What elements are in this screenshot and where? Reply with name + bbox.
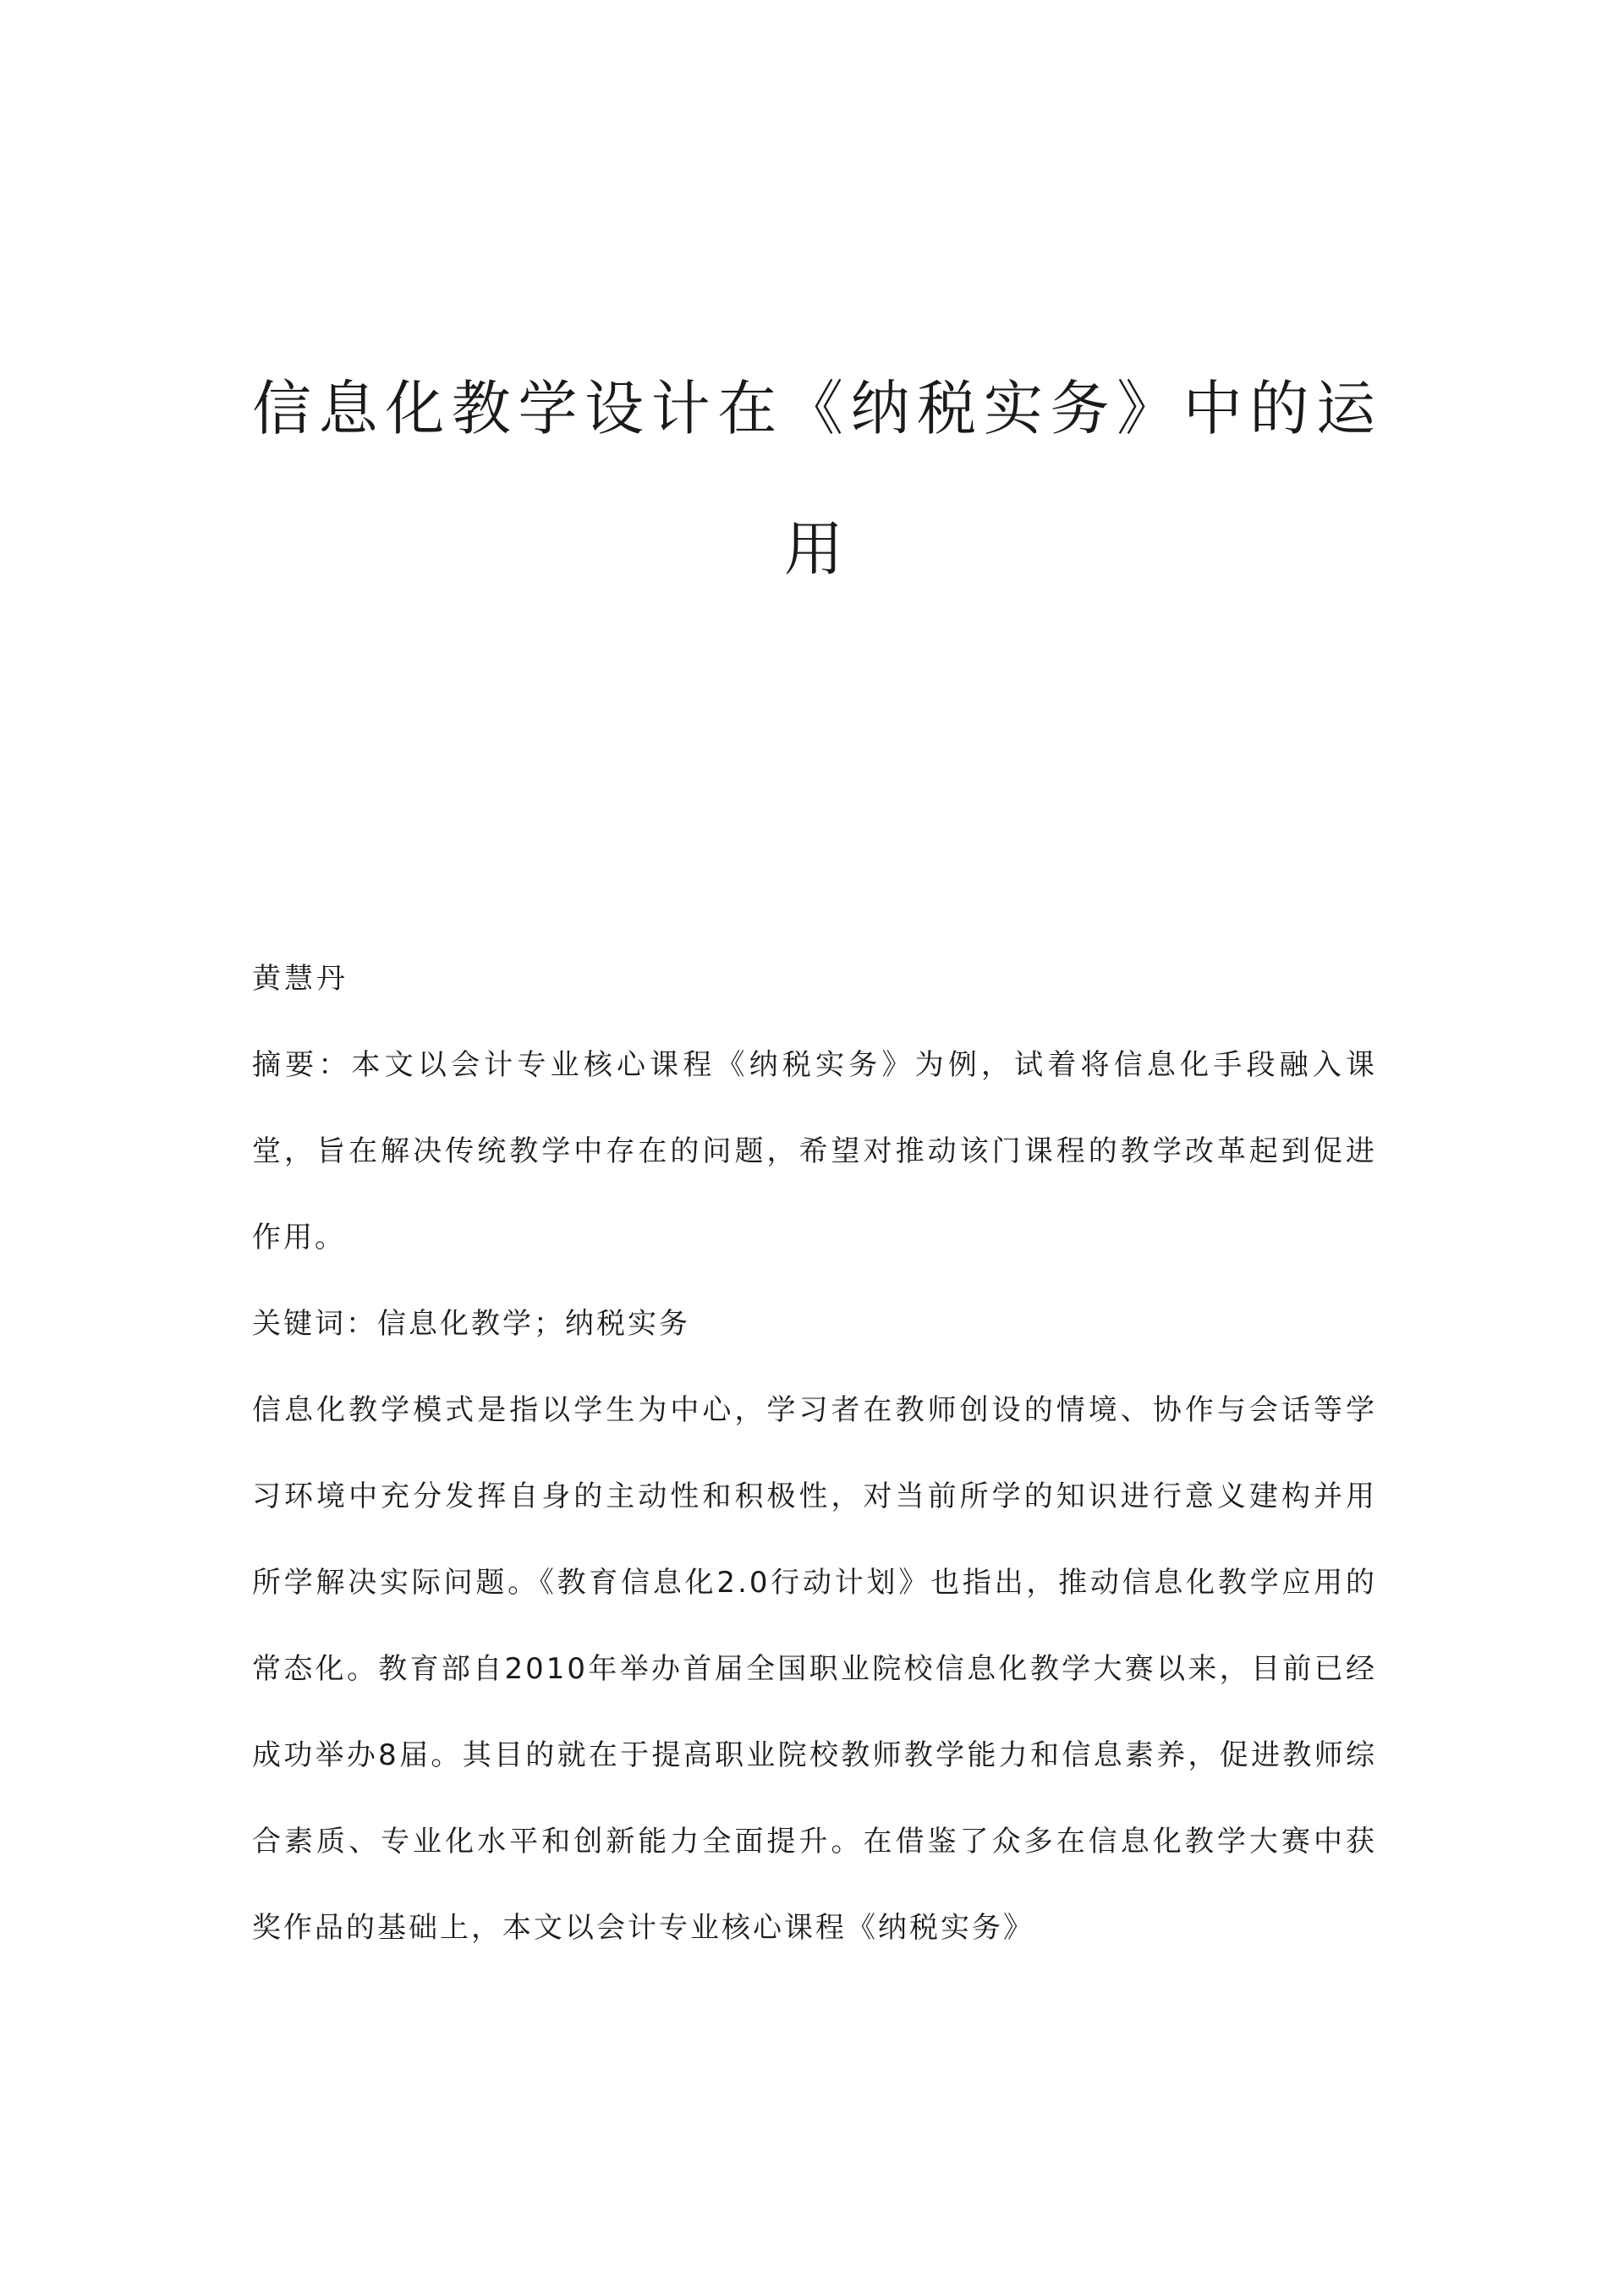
- body-paragraph: 信息化教学模式是指以学生为中心，学习者在教师创设的情境、协作与会话等学习环境中充分发挥自身的主动性和积极性，对当前所学的知识进行意义建构并用所学解决实际问题。《教育信息化2.0行动计划》也指出，推动信息化教学应用的常态化。教育部自2010年举办首届全国职业院校信息化教学大赛以来，目前已经成功举办8届。其目的就在于提高职业院校教师教学能力和信息素养，促进教师综合素质、专业化水平和创新能力全面提升。在借鉴了众多在信息化教学大赛中获奖作品的基础上，本文以会计专业核心课程《纳税实务》: [252, 1393, 1377, 1945]
- page-title-line-2: 用: [784, 514, 845, 584]
- abstract-paragraph: 摘要：本文以会计专业核心课程《纳税实务》为例，试着将信息化手段融入课堂，旨在解决传统教学中存在的问题，希望对推动该门课程的教学改革起到促进作用。: [252, 1048, 1377, 1255]
- keywords-line: 关键词：信息化教学；纳税实务: [252, 1307, 690, 1341]
- body-block: [252, 936, 1377, 1971]
- page-title-line-1: 信息化教学设计在《纳税实务》中的运: [252, 374, 1377, 443]
- author-name: 黄慧丹: [252, 962, 348, 996]
